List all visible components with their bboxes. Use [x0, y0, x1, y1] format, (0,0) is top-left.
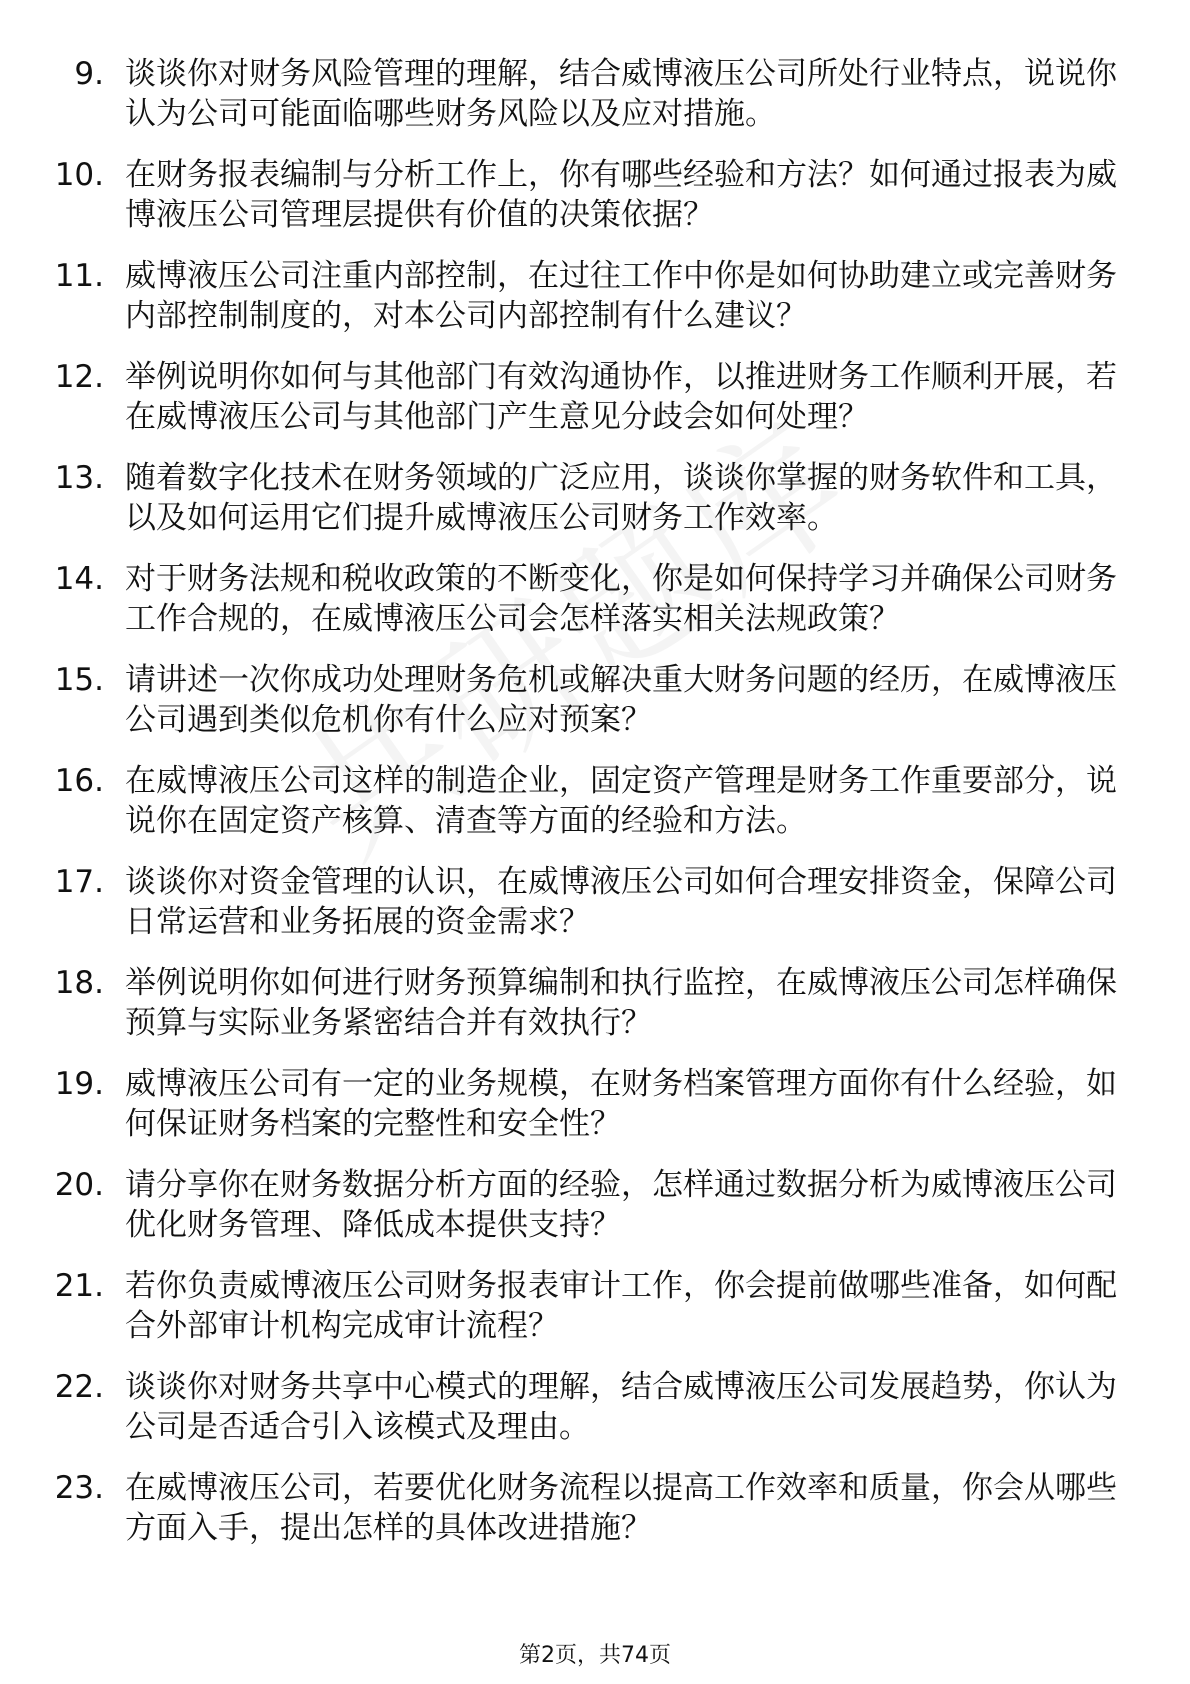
question-number: 15.: [54, 662, 104, 698]
page-footer: 第2页，共74页: [519, 1643, 671, 1668]
question-number: 16.: [54, 763, 104, 799]
question-item: [0, 559, 1190, 639]
question-number: 20.: [54, 1167, 104, 1203]
question-number: 11.: [54, 258, 104, 294]
question-number: 22.: [54, 1369, 104, 1405]
question-number: 14.: [54, 561, 104, 597]
question-number: 10.: [54, 157, 104, 193]
question-item: [0, 1165, 1190, 1245]
question-number: 23.: [54, 1470, 104, 1506]
question-item: [0, 660, 1190, 740]
question-item: [0, 862, 1190, 942]
question-text: 谈谈你对资金管理的认识，在威博液压公司如何合理安排资金，保障公司日常运营和业务拓展的资金需求？: [125, 864, 1117, 940]
question-text: 请讲述一次你成功处理财务危机或解决重大财务问题的经历，在威博液压公司遇到类似危机你有什么应对预案？: [125, 662, 1117, 738]
question-number: 12.: [54, 359, 104, 395]
question-text: 若你负责威博液压公司财务报表审计工作，你会提前做哪些准备，如何配合外部审计机构完成审计流程？: [125, 1268, 1117, 1344]
question-text: 随着数字化技术在财务领域的广泛应用，谈谈你掌握的财务软件和工具，以及如何运用它们提升威博液压公司财务工作效率。: [125, 460, 1117, 536]
question-text: 在财务报表编制与分析工作上，你有哪些经验和方法？如何通过报表为威博液压公司管理层提供有价值的决策依据？: [125, 157, 1117, 233]
question-text: 请分享你在财务数据分析方面的经验，怎样通过数据分析为威博液压公司优化财务管理、降低成本提供支持？: [125, 1167, 1117, 1243]
question-item: [0, 761, 1190, 841]
question-item: [0, 963, 1190, 1043]
question-item: [0, 155, 1190, 235]
question-item: [0, 1064, 1190, 1144]
question-text: 威博液压公司注重内部控制，在过往工作中你是如何协助建立或完善财务内部控制制度的，对本公司内部控制有什么建议？: [125, 258, 1117, 334]
question-text: 在威博液压公司，若要优化财务流程以提高工作效率和质量，你会从哪些方面入手，提出怎样的具体改进措施？: [125, 1470, 1117, 1546]
question-text: 在威博液压公司这样的制造企业，固定资产管理是财务工作重要部分，说说你在固定资产核算、清查等方面的经验和方法。: [125, 763, 1117, 839]
question-number: 21.: [54, 1268, 104, 1304]
question-text: 对于财务法规和税收政策的不断变化，你是如何保持学习并确保公司财务工作合规的，在威博液压公司会怎样落实相关法规政策？: [125, 561, 1117, 637]
question-item: [0, 357, 1190, 437]
question-number: 18.: [54, 965, 104, 1001]
question-list: [0, 54, 1190, 1569]
question-item: [0, 1266, 1190, 1346]
question-number: 17.: [54, 864, 104, 900]
question-number: 19.: [54, 1066, 104, 1102]
question-text: 举例说明你如何进行财务预算编制和执行监控，在威博液压公司怎样确保预算与实际业务紧密结合并有效执行？: [125, 965, 1117, 1041]
question-item: [0, 458, 1190, 538]
question-item: [0, 256, 1190, 336]
question-item: [0, 54, 1190, 134]
question-number: 13.: [54, 460, 104, 496]
question-text: 谈谈你对财务风险管理的理解，结合威博液压公司所处行业特点，说说你认为公司可能面临哪些财务风险以及应对措施。: [125, 56, 1117, 132]
question-item: [0, 1367, 1190, 1447]
question-item: [0, 1468, 1190, 1548]
question-text: 举例说明你如何与其他部门有效沟通协作，以推进财务工作顺利开展，若在威博液压公司与其他部门产生意见分歧会如何处理？: [125, 359, 1117, 435]
question-number: 9.: [74, 56, 104, 92]
question-text: 威博液压公司有一定的业务规模，在财务档案管理方面你有什么经验，如何保证财务档案的完整性和安全性？: [125, 1066, 1117, 1142]
question-text: 谈谈你对财务共享中心模式的理解，结合威博液压公司发展趋势，你认为公司是否适合引入该模式及理由。: [125, 1369, 1117, 1445]
